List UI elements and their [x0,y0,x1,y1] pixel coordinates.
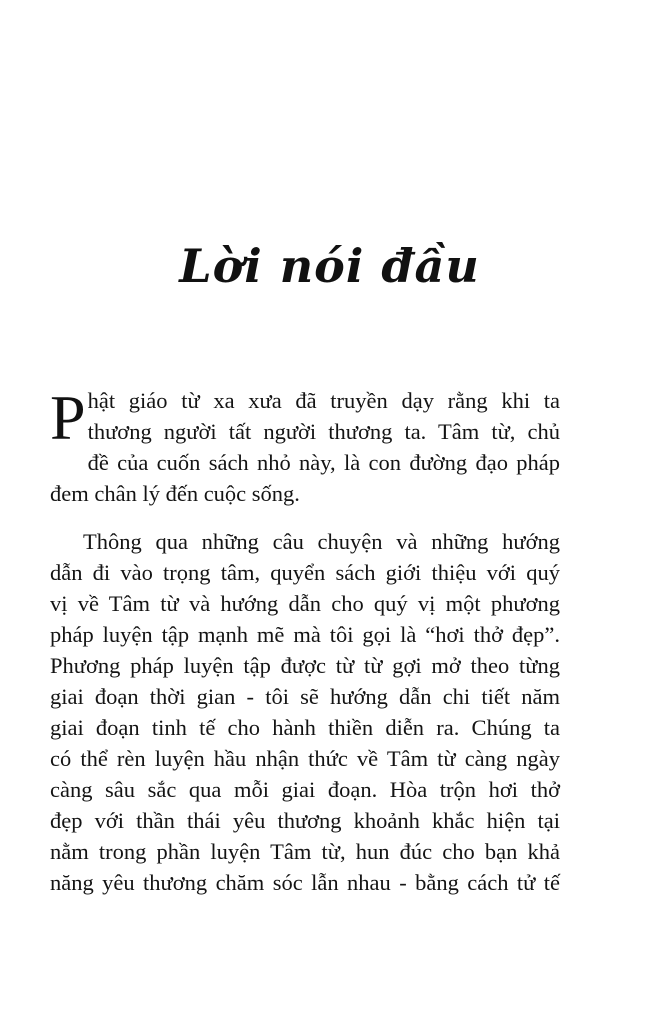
text-line: giai đoạn tinh tế cho hành thiền diễn ra. Chúng ta [50,715,560,740]
text-line: đẹp với thần thái yêu thương khoảnh khắc hiện tại [50,808,560,833]
text-line: nằm trong phần luyện Tâm từ, hun đúc cho bạn khả [50,839,560,864]
text-line: giai đoạn thời gian - tôi sẽ hướng dẫn chi tiết năm [50,684,560,709]
text-line: hật giáo từ xa xưa đã truyền dạy rằng khi ta [87,388,560,413]
page-title: Lời nói đầu [179,238,480,293]
text-line: càng sâu sắc qua mỗi giai đoạn. Hòa trộn hơi thở [50,777,560,802]
text-line: đem chân lý đến cuộc sống. [50,481,300,506]
text-line: đề của cuốn sách nhỏ này, là con đường đạo pháp [87,450,560,475]
text-line: Thông qua những câu chuyện và những hướng [83,529,560,554]
paragraph-1 [50,382,560,509]
text-line: thương người tất người thương ta. Tâm từ, chủ [87,419,560,444]
drop-cap: P [50,382,86,453]
text-line: vị về Tâm từ và hướng dẫn cho quý vị một phương [50,591,560,616]
text-line: năng yêu thương chăm sóc lẫn nhau - bằng cách tử tế [50,870,560,895]
text-line: có thể rèn luyện hầu nhận thức về Tâm từ càng ngày [50,746,560,771]
body-text [50,382,560,898]
text-line: dẫn đi vào trọng tâm, quyển sách giới thiệu với quý [50,560,560,585]
text-line: pháp luyện tập mạnh mẽ mà tôi gọi là “hơi thở đẹp”. [50,622,560,647]
paragraph-2 [50,526,560,898]
text-line: Phương pháp luyện tập được từ từ gợi mở theo từng [50,653,560,678]
